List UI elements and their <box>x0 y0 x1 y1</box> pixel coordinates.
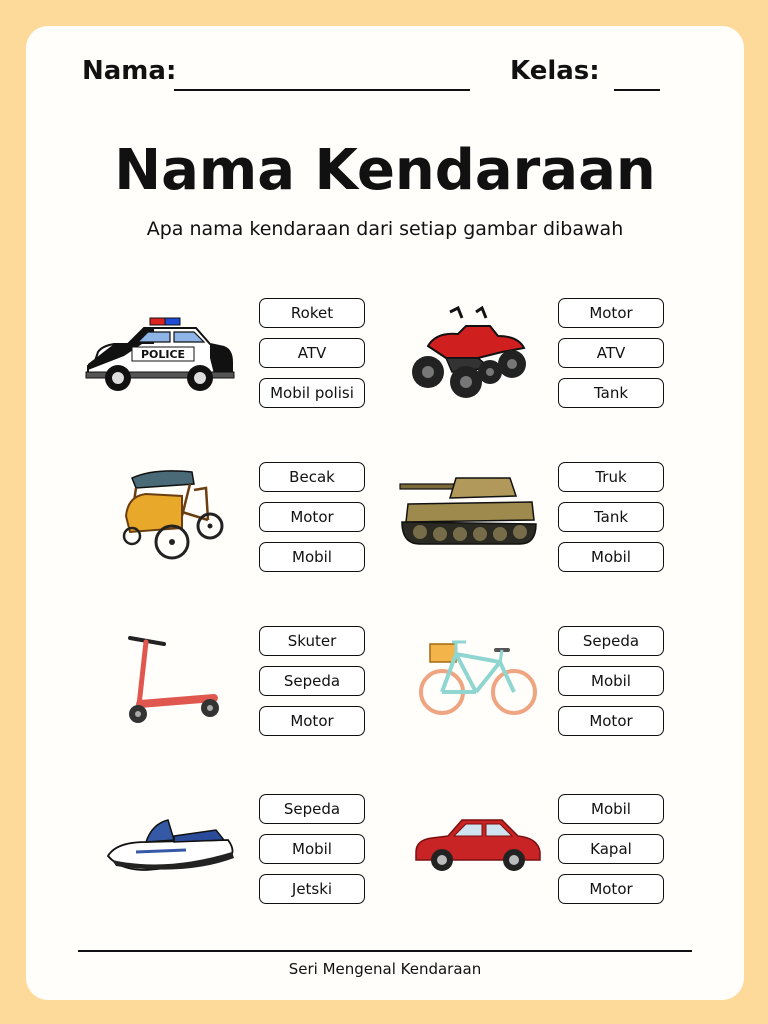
q5-option-2[interactable]: Sepeda <box>259 666 365 696</box>
q1-option-2[interactable]: ATV <box>259 338 365 368</box>
jetski-image <box>106 812 238 876</box>
q8-option-3[interactable]: Motor <box>558 874 664 904</box>
q4-option-2[interactable]: Tank <box>558 502 664 532</box>
q3-option-3[interactable]: Mobil <box>259 542 365 572</box>
becak-image <box>120 466 224 562</box>
q7-option-1[interactable]: Sepeda <box>259 794 365 824</box>
student-info-row <box>82 56 682 96</box>
q2-option-2[interactable]: ATV <box>558 338 664 368</box>
q6-option-1[interactable]: Sepeda <box>558 626 664 656</box>
police-car-label: POLICE <box>140 348 186 361</box>
class-label: Kelas: <box>510 56 600 86</box>
scooter-image <box>122 632 226 726</box>
q4-option-3[interactable]: Mobil <box>558 542 664 572</box>
q6-option-2[interactable]: Mobil <box>558 666 664 696</box>
q7-option-3[interactable]: Jetski <box>259 874 365 904</box>
q5-option-1[interactable]: Skuter <box>259 626 365 656</box>
bicycle-image <box>416 632 540 716</box>
q2-option-1[interactable]: Motor <box>558 298 664 328</box>
car-image <box>412 812 544 876</box>
q6-option-3[interactable]: Motor <box>558 706 664 736</box>
class-field-line[interactable] <box>614 89 660 91</box>
name-label: Nama: <box>82 56 177 86</box>
q4-option-1[interactable]: Truk <box>558 462 664 492</box>
tank-image <box>398 474 538 550</box>
q1-option-3[interactable]: Mobil polisi <box>259 378 365 408</box>
police-car-image <box>84 314 236 396</box>
name-field-line[interactable] <box>174 89 470 91</box>
footer-text: Seri Mengenal Kendaraan <box>288 960 482 978</box>
q2-option-3[interactable]: Tank <box>558 378 664 408</box>
q3-option-2[interactable]: Motor <box>259 502 365 532</box>
q7-option-2[interactable]: Mobil <box>259 834 365 864</box>
q8-option-1[interactable]: Mobil <box>558 794 664 824</box>
worksheet-card <box>26 26 744 1000</box>
q8-option-2[interactable]: Kapal <box>558 834 664 864</box>
page-title: Nama Kendaraan <box>114 138 656 203</box>
footer-divider <box>78 950 692 952</box>
q5-option-3[interactable]: Motor <box>259 706 365 736</box>
q1-option-1[interactable]: Roket <box>259 298 365 328</box>
q3-option-1[interactable]: Becak <box>259 462 365 492</box>
atv-image <box>406 306 530 400</box>
instruction-text: Apa nama kendaraan dari setiap gambar dibawah <box>146 218 624 240</box>
